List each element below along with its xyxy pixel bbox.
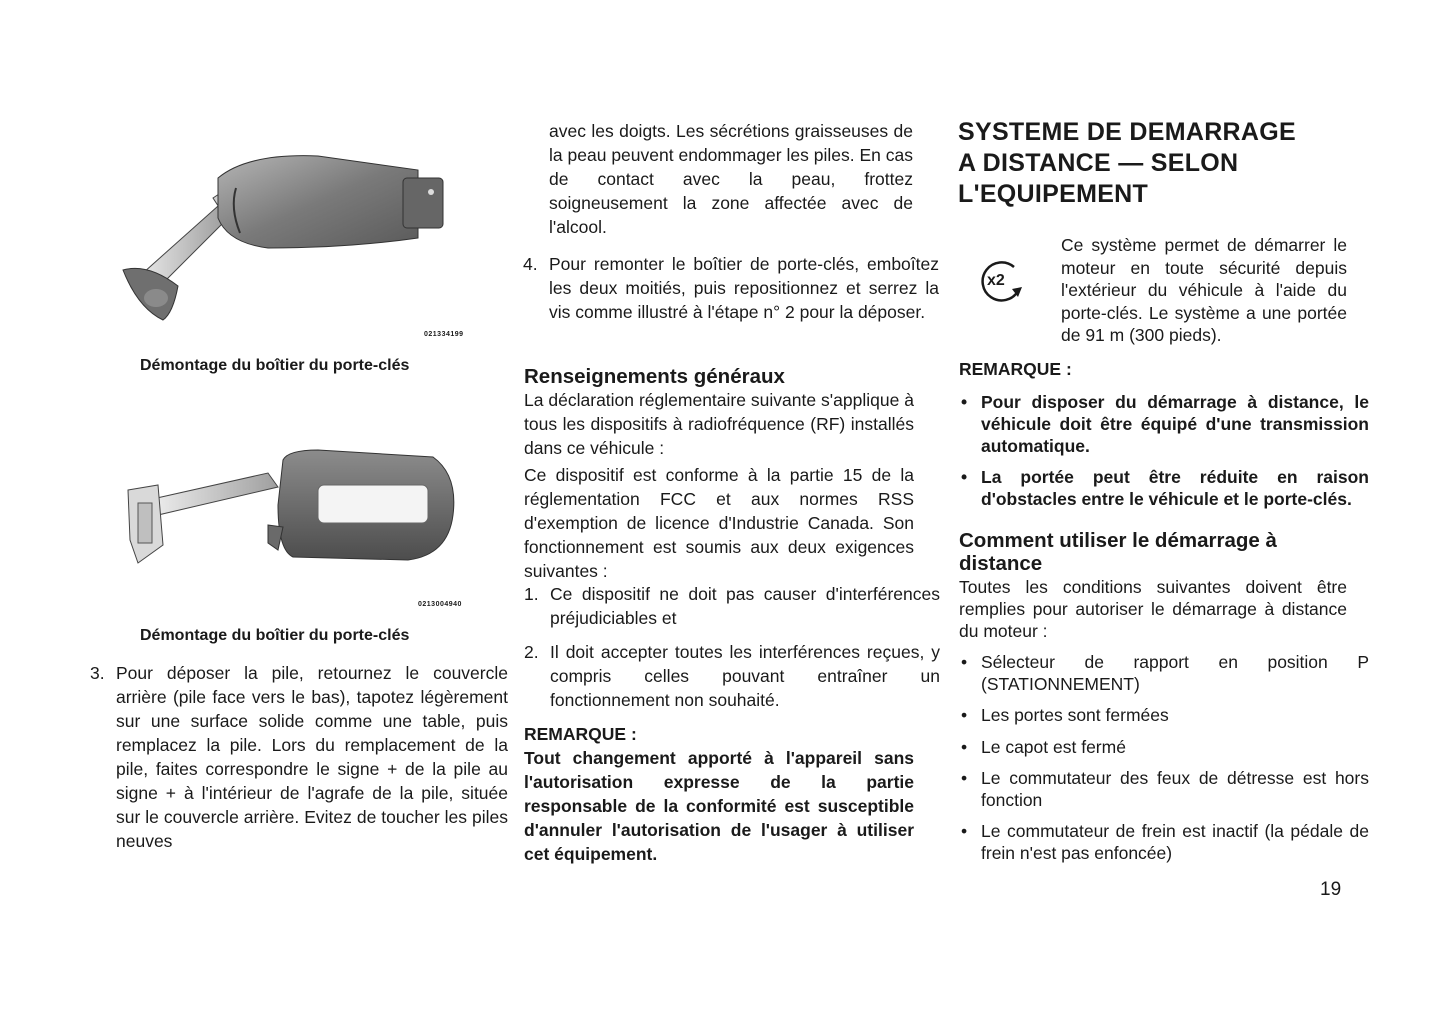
section-title-line-3: L'EQUIPEMENT	[958, 180, 1149, 208]
middle-note-text: Tout changement apporté à l'appareil sans l'autorisation expresse de la partie responsable de la conformité est susceptible d'annuler l'autorisation de l'usager à utiliser cet équipement.	[524, 748, 914, 864]
section-title	[958, 117, 1296, 210]
page-number: 19	[1320, 879, 1342, 900]
step-3-continuation: avec les doigts. Les sécrétions graisseuses de la peau peuvent endommager les piles. En cas de contact avec la peau, frottez soigneusement la zone affectée avec de l'alcool.	[549, 121, 913, 237]
key-fob-disassembly-figure-1	[118, 148, 458, 328]
step-4-number: 4.	[523, 254, 538, 274]
right-note-label: REMARQUE :	[959, 359, 1072, 379]
step-4-text: Pour remonter le boîtier de porte-clés, emboîtez les deux moitiés, puis repositionnez et serrez la vis comme illustré à l'étape n° 2 pour la déposer.	[549, 254, 939, 322]
condition-2-text: Les portes sont fermées	[981, 705, 1169, 725]
key-fob-disassembly-figure-2	[118, 445, 468, 575]
requirement-2-number: 2.	[524, 642, 539, 662]
condition-3-text: Le capot est fermé	[981, 737, 1126, 757]
section-title-line-2: A DISTANCE — SELON	[958, 149, 1239, 177]
requirement-2-text: Il doit accepter toutes les interférences reçues, y compris celles pouvant entraîner un fonctionnement non souhaité.	[550, 642, 940, 710]
how-to-heading: Comment utiliser le démarrage à distance	[959, 529, 1277, 575]
condition-3: • Le capot est fermé	[961, 737, 1126, 757]
note-bullet-1-text: Pour disposer du démarrage à distance, le véhicule doit être équipé d'une transmission automatique.	[981, 392, 1369, 456]
requirement-1-number: 1.	[524, 584, 539, 604]
general-info-heading: Renseignements généraux	[524, 365, 785, 388]
requirement-1-text: Ce dispositif ne doit pas causer d'interférences préjudiciables et	[550, 584, 940, 628]
figure-2-code: 0213004940	[418, 601, 462, 608]
condition-2: • Les portes sont fermées	[961, 705, 1169, 725]
figure-1-caption: Démontage du boîtier du porte-clés	[140, 357, 410, 374]
step-4	[523, 252, 939, 324]
condition-4-text: Le commutateur des feux de détresse est hors fonction	[981, 768, 1369, 810]
step-3-text: Pour déposer la pile, retournez le couvercle arrière (pile face vers le bas), tapotez légèrement sur une surface solide comme une table, puis remplacez la pile. Lors du remplacement de la pile, faites correspondre le signe + de la pile au signe + à l'intérieur de l'agrafe de la pile, située sur le couvercle arrière. Evitez de toucher les piles neuves	[116, 663, 508, 851]
figure-2-caption: Démontage du boîtier du porte-clés	[140, 627, 410, 644]
section-title-line-1: SYSTEME DE DEMARRAGE	[958, 118, 1296, 146]
requirement-1	[524, 582, 940, 630]
condition-1-text: Sélecteur de rapport en position P (STATIONNEMENT)	[981, 652, 1369, 694]
requirement-2	[524, 640, 940, 712]
note-bullet-2: • La portée peut être réduite en raison d'obstacles entre le véhicule et le porte-clés.	[961, 467, 1369, 509]
middle-note-label: REMARQUE :	[524, 724, 637, 744]
condition-5: • Le commutateur de frein est inactif (la pédale de frein n'est pas enfoncée)	[961, 821, 1369, 863]
remote-start-intro: Ce système permet de démarrer le moteur en toute sécurité depuis l'extérieur du véhicule à l'aide du porte-clés. Le système a une portée de 91 m (300 pieds).	[1061, 235, 1347, 345]
note-bullet-2-text: La portée peut être réduite en raison d'obstacles entre le véhicule et le porte-clés.	[981, 467, 1369, 509]
step-3	[90, 661, 508, 853]
figure-1-code: 021334199	[424, 331, 464, 338]
how-to-para: Toutes les conditions suivantes doivent être remplies pour autoriser le démarrage à distance du moteur :	[959, 577, 1347, 641]
remote-start-icon	[978, 259, 1028, 305]
note-bullet-1: • Pour disposer du démarrage à distance, le véhicule doit être équipé d'une transmission automatique.	[961, 392, 1369, 456]
condition-5-text: Le commutateur de frein est inactif (la pédale de frein n'est pas enfoncée)	[981, 821, 1369, 863]
step-3-number: 3.	[90, 663, 105, 683]
general-info-para-2: Ce dispositif est conforme à la partie 15 de la réglementation FCC et aux normes RSS d'exemption de licence d'Industrie Canada. Son fonctionnement est soumis aux deux exigences suivantes :	[524, 465, 914, 581]
remote-start-icon-label: x2	[987, 272, 1005, 289]
general-info-para-1: La déclaration réglementaire suivante s'applique à tous les dispositifs à radiofréquence (RF) installés dans ce véhicule :	[524, 390, 914, 458]
condition-4: • Le commutateur des feux de détresse est hors fonction	[961, 768, 1369, 810]
condition-1: • Sélecteur de rapport en position P (STATIONNEMENT)	[961, 652, 1369, 694]
